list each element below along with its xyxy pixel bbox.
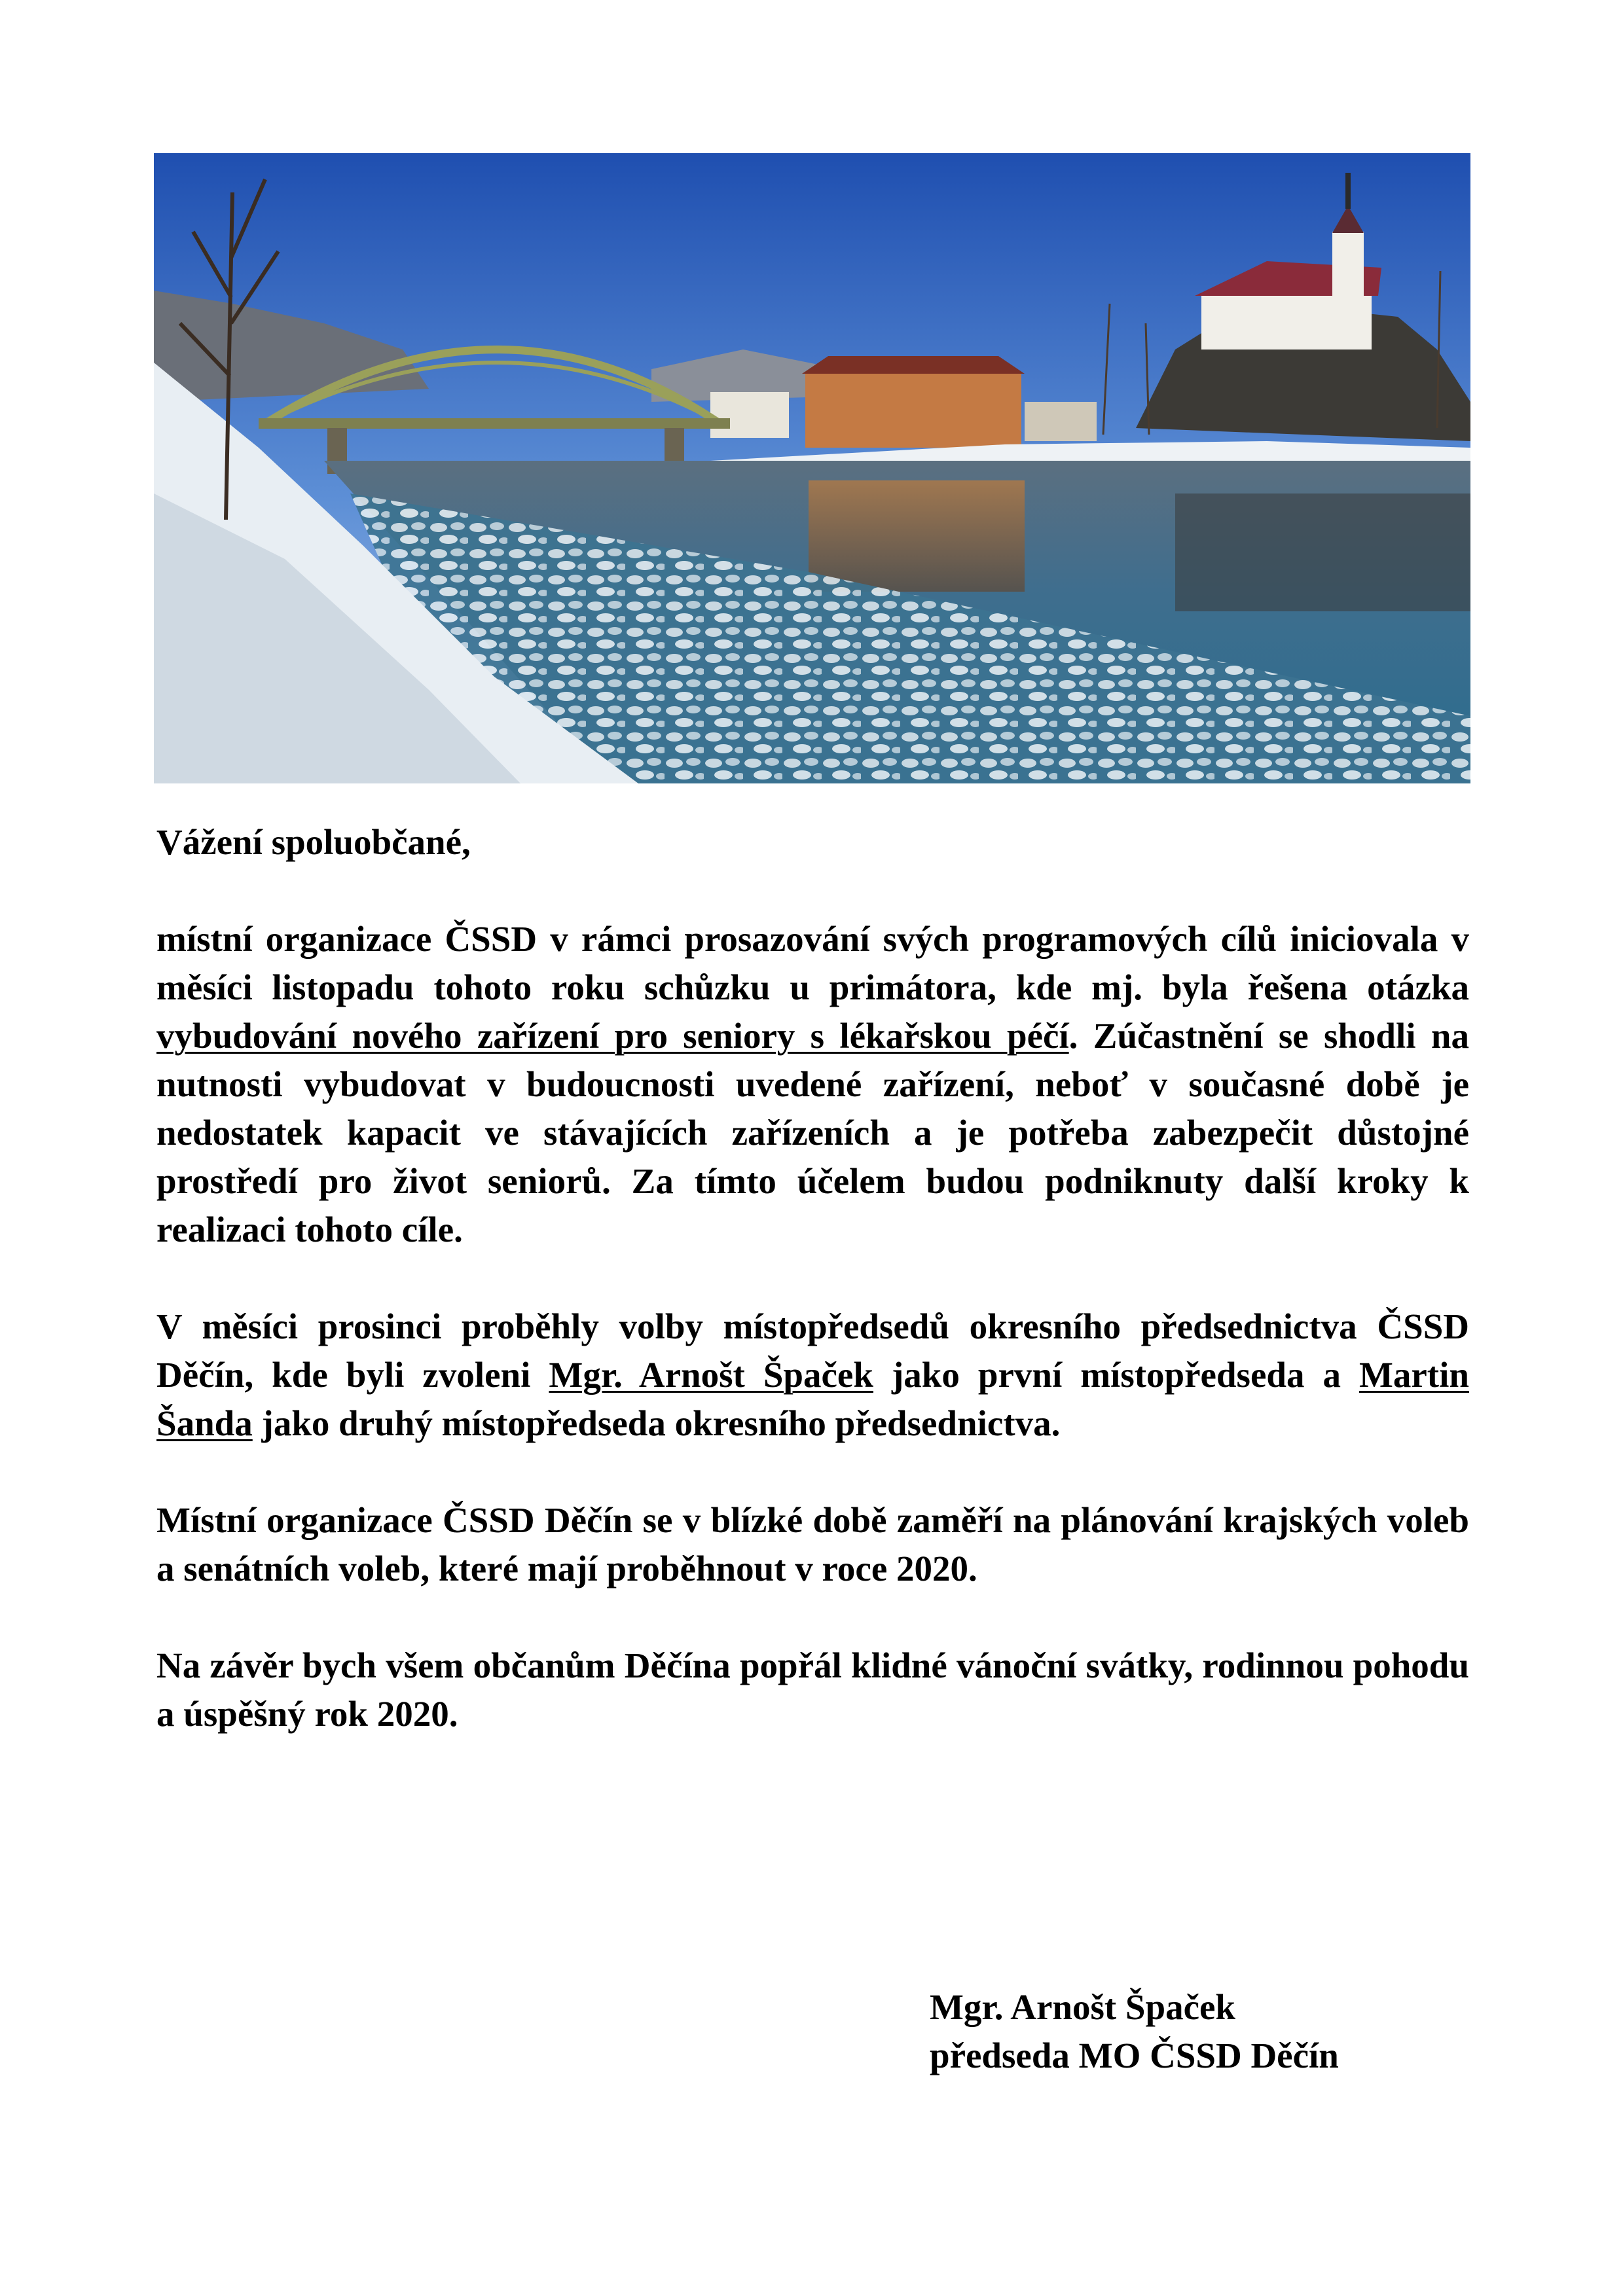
first-vice-chair-name: Mgr. Arnošt Špaček: [549, 1355, 873, 1395]
paragraph-4: Na závěr bych všem občanům Děčína popřál klidné vánoční svátky, rodinnou pohodu a úspěšný rok 2020.: [156, 1645, 1469, 1734]
letter-body: [156, 818, 1469, 1787]
facility-for-seniors-link: vybudování nového zařízení pro seniory s lékařskou péčí: [156, 1016, 1069, 1056]
greeting: Vážení spoluobčané,: [156, 822, 471, 862]
paragraph-3: Místní organizace ČSSD Děčín se v blízké době zaměří na plánování krajských voleb a senátních voleb, které mají proběhnout v roce 2020.: [156, 1500, 1469, 1588]
paragraph-2-text-b: jako první místopředseda a: [873, 1355, 1359, 1395]
paragraph-2-text-a: V měsíci prosinci proběhly volby místopředsedů okresního předsednictva ČSSD Děčín, kde byli zvoleni: [156, 1306, 1469, 1395]
paragraph-2: [156, 1302, 1469, 1448]
signature-name: Mgr. Arnošt Špaček: [930, 1987, 1236, 2027]
paragraph-1-text-b: . Zúčastnění se shodli na nutnosti vybudovat v budoucnosti uvedené zařízení, neboť v současné době je nedostatek kapacit ve stávajících zařízeních a je potřeba zabezpečit důstojné prostředí pro život seniorů. Za tímto účelem budou podniknuty další kroky k realizaci tohoto cíle.: [156, 1016, 1469, 1249]
paragraph-1: [156, 915, 1469, 1254]
paragraph-2-text-c: jako druhý místopředseda okresního předsednictva.: [252, 1403, 1061, 1443]
winter-river-castle-photo: [154, 153, 1470, 783]
signature-role: předseda MO ČSSD Děčín: [930, 2036, 1339, 2075]
second-vice-chair-name: Martin Šanda: [156, 1355, 1469, 1443]
signature-block: [930, 1983, 1339, 2080]
paragraph-1-text-a: místní organizace ČSSD v rámci prosazování svých programových cílů iniciovala v měsíci listopadu tohoto roku schůzku u primátora, kde mj. byla řešena otázka: [156, 919, 1469, 1007]
